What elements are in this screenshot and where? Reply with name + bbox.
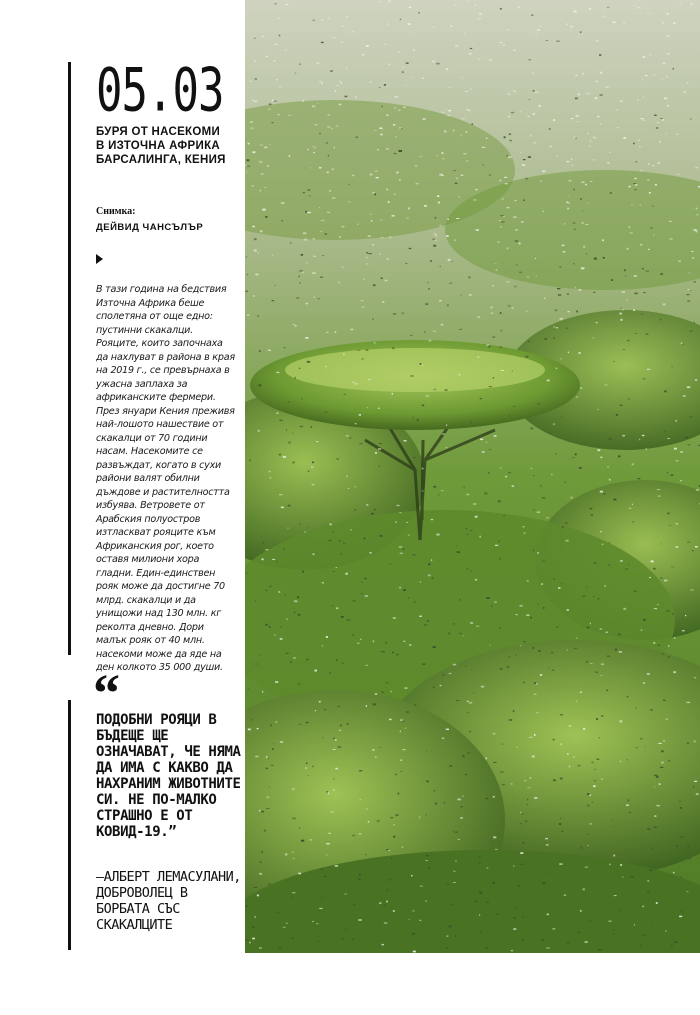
- headline-line-2: В ИЗТОЧНА АФРИКА: [96, 140, 220, 152]
- article-body: В тази година на бедствия Източна Африка беше сполетяна от още едно: пустинни скакалци. Рояците, които започнаха да нахлуват в района в края на 2019 г., се превърнаха в ужасна заплаха за африканските фермери. През януари Кения преживя най-лошото нашествие от скакалци от 70 години насам. Насекомите се развъждат, когато в сухи райони валят обилни дъждове и растителността избуява. Ветровете от Арабския полуостров изтласкват рояците към Африканския рог, което оставя милиони хора гладни. Един-единствен рояк може да достигне 70 млрд. скакалци и да унищожи над 130 млн. кг реколта дневно. Дори малък рояк от 40 млн. насекоми може да яде на ден колкото 35 000 души.: [96, 284, 235, 673]
- entry-date: 05.03: [96, 56, 224, 126]
- locust-swarm-photo: [245, 0, 700, 953]
- quote-attribution: —АЛБЕРТ ЛЕМАСУЛАНИ, ДОБРОВОЛЕЦ В БОРБАТА СЪС СКАКАЛЦИТЕ: [96, 869, 241, 933]
- headline: [96, 125, 236, 167]
- quote-mark-icon: “: [93, 663, 120, 723]
- photo-credit-label: Снимка:: [96, 206, 136, 217]
- photo-credit-name: ДЕЙВИД ЧАНСЪЛЪР: [96, 222, 204, 233]
- pull-quote: ПОДОБНИ РОЯЦИ В БЪДЕЩЕ ЩЕ ОЗНАЧАВАТ, ЧЕ НЯМА ДА ИМА С КАКВО ДА НАХРАНИМ ЖИВОТНИТЕ СИ. НЕ ПО-МАЛКО СТРАШНО Е ОТ КОВИД-19.”: [96, 712, 241, 840]
- photo-illustration: [245, 0, 700, 953]
- vertical-rule: [68, 62, 71, 655]
- headline-location: БАРСАЛИНГА, КЕНИЯ: [96, 154, 226, 166]
- triangle-bullet-icon: [96, 254, 103, 264]
- headline-line-1: БУРЯ ОТ НАСЕКОМИ: [96, 126, 221, 138]
- vertical-rule-quote: [68, 700, 71, 950]
